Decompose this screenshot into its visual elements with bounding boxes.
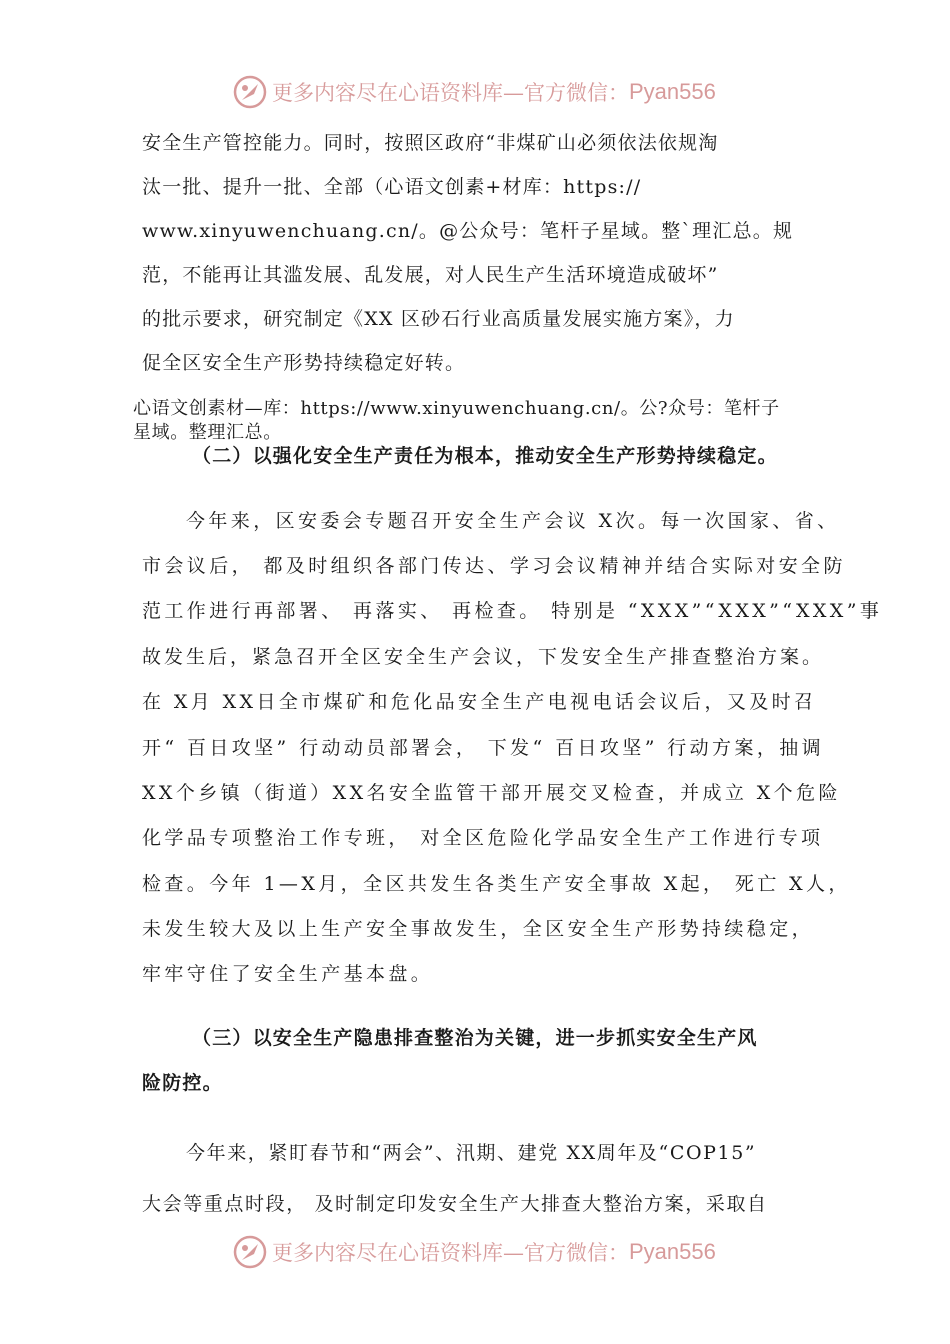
footer-banner bbox=[232, 1232, 716, 1272]
paragraph-line: XX个乡镇（街道）XX名安全监管干部开展交叉检查，并成立 X个危险 bbox=[142, 782, 841, 804]
paragraph-line: 检查。今年 1—X月，全区共发生各类生产安全事故 X起， 死亡 X人， bbox=[142, 873, 851, 895]
watermark-line: 心语文创素材—库：https://www.xinyuwenchuang.cn/。公?众号：笔杆子 bbox=[133, 398, 780, 419]
paragraph-line: 化学品专项整治工作专班， 对全区危险化学品安全生产工作进行专项 bbox=[142, 827, 824, 849]
paragraph-line: 牢牢守住了安全生产基本盘。 bbox=[142, 963, 434, 985]
paragraph-line: 市会议后， 都及时组织各部门传达、学习会议精神并结合实际对安全防 bbox=[142, 555, 846, 577]
watermark-line: 星域。整理汇总。 bbox=[133, 422, 282, 443]
section-heading-3-cont: 险防控。 bbox=[142, 1072, 223, 1094]
section-heading-2: （二）以强化安全生产责任为根本，推动安全生产形势持续稳定。 bbox=[192, 445, 778, 467]
section-heading-3: （三）以安全生产隐患排查整治为关键，进一步抓实安全生产风 bbox=[192, 1027, 758, 1049]
intro-line: 促全区安全生产形势持续稳定好转。 bbox=[142, 352, 466, 374]
intro-line: 范，不能再让其滥发展、乱发展，对人民生产生活环境造成破坏” bbox=[142, 264, 719, 286]
paragraph-line: 大会等重点时段， 及时制定印发安全生产大排查大整治方案，采取自 bbox=[142, 1193, 768, 1215]
banner-text: 更多内容尽在心语资料库—官方微信： bbox=[272, 81, 629, 105]
paragraph-line: 故发生后，紧急召开全区安全生产会议，下发安全生产排查整治方案。 bbox=[142, 646, 825, 668]
intro-line: 汰一批、提升一批、全部（心语文创素+材库：https:// bbox=[142, 176, 642, 198]
banner-text: 更多内容尽在心语资料库—官方微信： bbox=[272, 1241, 629, 1265]
banner-wechat-id: Pyan556 bbox=[629, 79, 716, 104]
quill-circle-icon bbox=[232, 74, 268, 110]
header-banner bbox=[232, 72, 716, 112]
intro-line: 的批示要求，研究制定《XX 区砂石行业高质量发展实施方案》，力 bbox=[142, 308, 735, 330]
paragraph-line: 范工作进行再部署、 再落实、 再检查。 特别是 “XXX”“XXX”“XXX”事 bbox=[142, 600, 883, 622]
quill-circle-icon bbox=[232, 1234, 268, 1270]
intro-line: www.xinyuwenchuang.cn/。@公众号：笔杆子星域。整`理汇总。规 bbox=[142, 220, 794, 242]
paragraph-line: 今年来，紧盯春节和“两会”、汛期、建党 XX周年及“COP15” bbox=[186, 1142, 757, 1164]
paragraph-line: 在 X月 XX日全市煤矿和危化品安全生产电视电话会议后，又及时召 bbox=[142, 691, 817, 713]
paragraph-line: 开“ 百日攻坚” 行动动员部署会， 下发“ 百日攻坚” 行动方案，抽调 bbox=[142, 737, 825, 759]
intro-line: 安全生产管控能力。同时，按照区政府“非煤矿山必须依法依规淘 bbox=[142, 132, 719, 154]
paragraph-line: 未发生较大及以上生产安全事故发生，全区安全生产形势持续稳定， bbox=[142, 918, 815, 940]
paragraph-line: 今年来，区安委会专题召开安全生产会议 X次。每一次国家、省、 bbox=[186, 510, 840, 532]
banner-wechat-id: Pyan556 bbox=[629, 1239, 716, 1264]
